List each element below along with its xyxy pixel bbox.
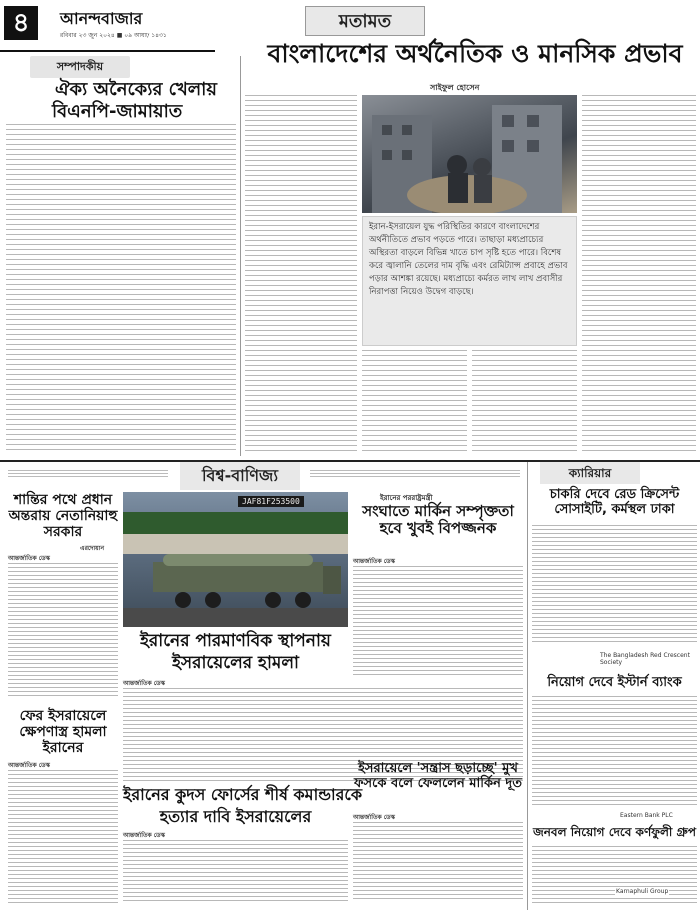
job3-body — [532, 846, 697, 908]
side-headline: সংঘাতে মার্কিন সম্পৃক্ততা হবে খুবই বিপজ্জনক — [362, 502, 514, 538]
job3-org: Karnaphuli Group — [616, 888, 669, 895]
opinion-headline: বাংলাদেশের অর্থনৈতিক ও মানসিক প্রভাব — [267, 39, 683, 68]
job2-headline: নিয়োগ দেবে ইস্টার্ন ব্যাংক — [547, 675, 682, 690]
editorial-headline-1: ঐক্য অনৈক্যের খেলায় — [55, 79, 218, 100]
world-business-stripes-right — [310, 470, 520, 480]
story2-byline: আন্তর্জাতিক ডেস্ক — [8, 762, 50, 769]
job3-headline: জনবল নিয়োগ দেবে কর্ণফুলী গ্রুপ — [533, 825, 696, 839]
opinion-photo — [362, 95, 577, 213]
masthead — [0, 0, 215, 50]
bottom-headline-1: ইরানের কুদস ফোর্সের শীর্ষ কমান্ডারকে — [123, 785, 363, 804]
job1-body — [532, 525, 697, 645]
opinion-pullquote: ইরান-ইসরায়েল যুদ্ধ পরিস্থিতির কারণে বাংলাদেশের অর্থনীতিতে প্রভাব পড়তে পারে। তাছাড়া মধ্যপ্রাচ্যের অস্থিরতা বাড়লে বিভিন্ন খাতে চাপ সৃষ্টি হতে পারে। বিশেষ করে জ্বালানি তেলের দাম বৃদ্ধি এবং রেমিট্যান্স প্রবাহে প্রভাব পড়ার আশঙ্কা রয়েছে। মধ্যপ্রাচ্যে কর্মরত লাখ লাখ প্রবাসীর নিরাপত্তা নিয়েও উদ্বেগ বাড়ছে। — [362, 216, 577, 346]
opinion-column-4 — [582, 95, 696, 457]
opinion-column-2 — [362, 350, 467, 457]
page-number: ৪ — [4, 6, 38, 40]
side-body — [353, 566, 523, 681]
story1-body — [8, 563, 118, 698]
side-byline: আন্তর্জাতিক ডেস্ক — [353, 558, 395, 565]
world-business-label: বিশ্ব-বাণিজ্য — [180, 462, 300, 490]
quote-byline: আন্তর্জাতিক ডেস্ক — [353, 814, 395, 821]
opinion-author: সাইফুল হোসেন — [430, 83, 480, 92]
column-divider — [240, 56, 241, 456]
world-career-divider — [527, 462, 528, 910]
job2-body — [532, 696, 697, 808]
job1-org: The Bangladesh Red Crescent Society — [600, 652, 690, 666]
bottom-body — [123, 840, 348, 906]
main-headline-1: ইরানের পারমাণবিক স্থাপনায় — [140, 631, 331, 651]
world-business-stripes-left — [8, 470, 168, 480]
main-headline-2: ইসরায়েলের হামলা — [172, 653, 299, 673]
quote-headline: ইসরায়েলে 'সন্ত্রাস ছড়াচ্ছে' মুখ ফসকে বলে ফেললেন মার্কিন দূত — [354, 761, 522, 791]
opinion-column-3 — [472, 350, 577, 457]
dateline: রবিবার ২৩ জুন ২০২৪ ■ ০৯ আষাঢ় ১৪৩১ — [60, 32, 167, 39]
photo-plate: JAF81F253500 — [238, 496, 304, 507]
side-kicker: ইরানের পররাষ্ট্রমন্ত্রী — [380, 494, 433, 502]
main-byline: আন্তর্জাতিক ডেস্ক — [123, 680, 165, 687]
story1-source: এরদোয়ান — [80, 545, 105, 552]
bottom-byline: আন্তর্জাতিক ডেস্ক — [123, 832, 165, 839]
story1-headline: শান্তির পথে প্রধান অন্তরায় নেতানিয়াহু সরকার — [8, 492, 118, 541]
editorial-headline-2: বিএনপি-জামায়াত — [52, 101, 183, 122]
paper-name: আনন্দবাজার — [60, 9, 143, 28]
opinion-column-1 — [245, 95, 357, 457]
building-ruins-image — [362, 95, 577, 213]
editorial-body — [6, 124, 236, 454]
story1-byline: আন্তর্জাতিক ডেস্ক — [8, 555, 50, 562]
job1-headline: চাকরি দেবে রেড ক্রিসেন্ট সোসাইটি, কর্মস্থল ঢাকা — [549, 487, 680, 517]
opinion-section-label: মতামত — [305, 6, 425, 36]
missile-truck-image — [123, 492, 348, 627]
quote-body — [353, 822, 523, 906]
job2-org: Eastern Bank PLC — [620, 812, 673, 819]
military-parade-photo — [123, 492, 348, 627]
career-label: ক্যারিয়ার — [540, 462, 640, 484]
story2-headline: ফের ইসরায়েলে ক্ষেপণাস্ত্র হামলা ইরানের — [19, 708, 107, 757]
story2-body — [8, 770, 118, 905]
editorial-label: সম্পাদকীয় — [30, 56, 130, 78]
bottom-headline-2: হত্যার দাবি ইসরায়েলের — [159, 807, 312, 826]
masthead-rule — [0, 50, 215, 52]
